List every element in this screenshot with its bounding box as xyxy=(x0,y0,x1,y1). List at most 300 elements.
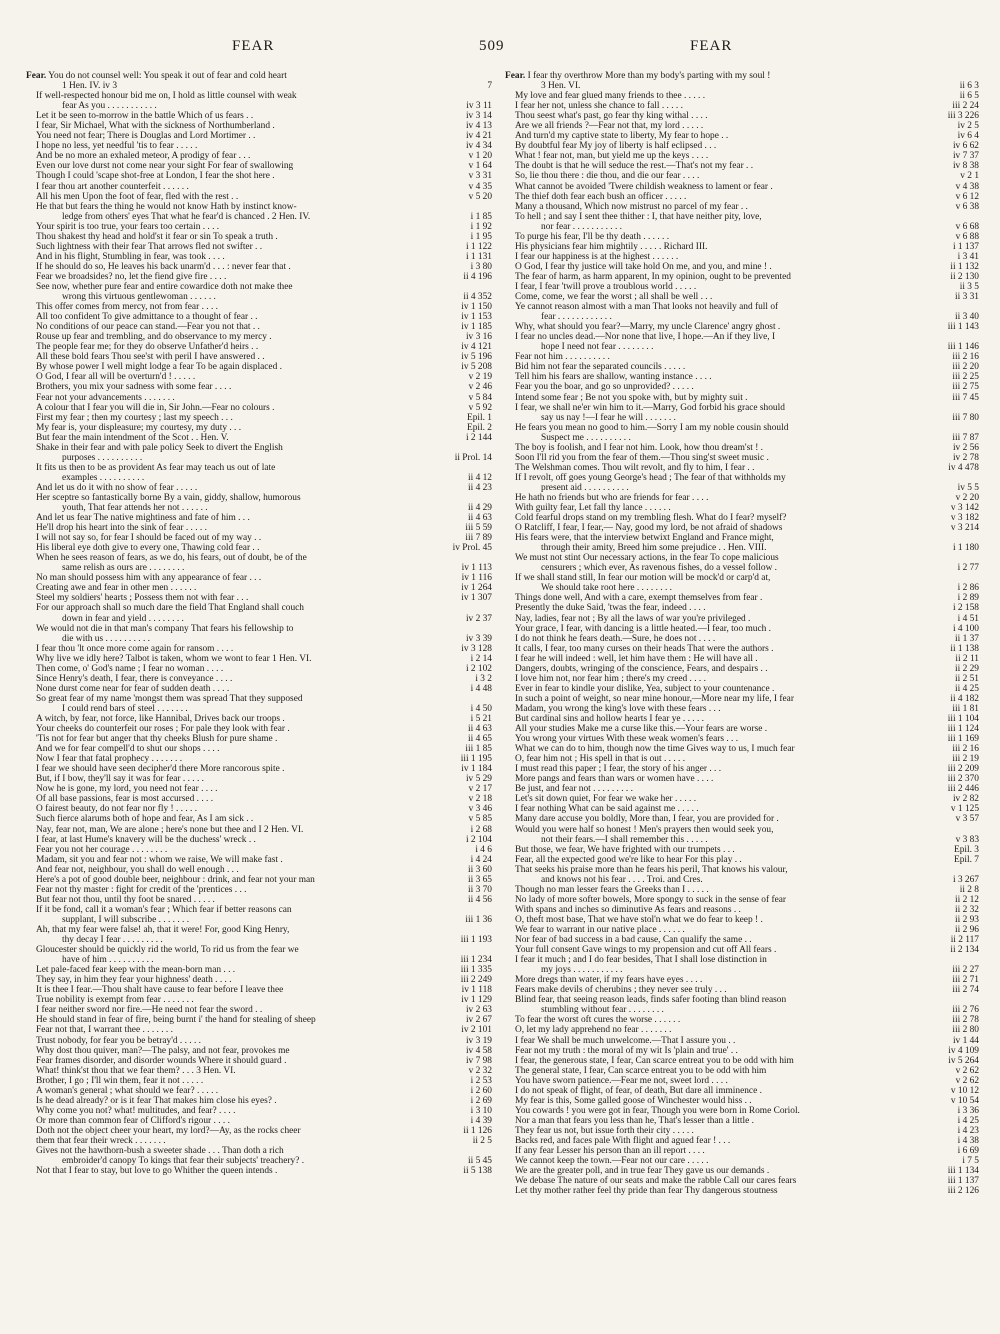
quotation-text: Why, what should you fear?—Marry, my uncle Clarence' angry ghost . xyxy=(515,322,781,333)
concordance-line xyxy=(505,624,979,634)
concordance-line xyxy=(26,71,492,81)
concordance-line xyxy=(505,714,979,724)
concordance-line xyxy=(505,533,979,543)
header-right-word: FEAR xyxy=(690,38,733,54)
quotation-text: But, if I bow, they'll say it was for fear . . . . . xyxy=(36,774,204,785)
concordance-line xyxy=(505,1066,979,1076)
quotation-text: Come, come, we fear the worst ; all shall be well . . . xyxy=(515,292,713,303)
quotation-text: Gives not the hawthorn-bush a sweeter shade . . . Than doth a rich xyxy=(36,1146,284,1157)
act-scene-reference: v 1 64 xyxy=(465,161,492,171)
concordance-line xyxy=(26,754,492,764)
concordance-line xyxy=(505,473,979,483)
quotation-text: 1 Hen. IV. iv 3 xyxy=(62,81,118,92)
act-scene-reference: iv 1 184 xyxy=(457,764,492,774)
act-scene-reference: iv 1 185 xyxy=(457,322,492,332)
quotation-text: I fear, we shall ne'er win him to it.—Marry, God forbid his grace should xyxy=(515,402,785,413)
concordance-line xyxy=(26,603,492,613)
concordance-line xyxy=(26,182,492,192)
act-scene-reference: i 2 158 xyxy=(949,603,979,613)
act-scene-reference: i 3 41 xyxy=(954,252,979,262)
concordance-line xyxy=(505,382,979,392)
act-scene-reference: ii 4 23 xyxy=(464,483,492,493)
quotation-text: Now I fear that fatal prophecy . . . . . . . xyxy=(36,754,183,765)
concordance-line xyxy=(26,332,492,342)
concordance-line xyxy=(505,312,979,322)
right-column xyxy=(505,71,979,1326)
act-scene-reference: iii 1 169 xyxy=(944,734,979,744)
concordance-line xyxy=(505,845,979,855)
quotation-text: But fear not thou, until thy foot be snared . . . . . xyxy=(36,894,215,905)
concordance-line xyxy=(505,583,979,593)
concordance-line xyxy=(26,1106,492,1116)
act-scene-reference: Epil. 7 xyxy=(950,855,979,865)
act-scene-reference: iii 1 193 xyxy=(457,935,492,945)
quotation-text: They say, in him they fear your highness' death . . . . xyxy=(36,975,232,986)
act-scene-reference: iii 1 36 xyxy=(461,915,492,925)
concordance-line xyxy=(26,553,492,563)
quotation-text: Let thy mother rather feel thy pride than fear Thy dangerous stoutness xyxy=(515,1186,778,1197)
act-scene-reference: iv 2 56 xyxy=(949,443,979,453)
act-scene-reference: v 6 38 xyxy=(952,202,979,212)
act-scene-reference: v 3 142 xyxy=(947,503,979,513)
quotation-text: present aid . . . . . . . . . . xyxy=(541,482,629,493)
quotation-text: What we can do to him, though now the time Gives way to us, I much fear xyxy=(515,744,795,755)
concordance-line xyxy=(26,1086,492,1096)
act-scene-reference: Epil. 2 xyxy=(463,423,492,433)
act-scene-reference: ii 2 96 xyxy=(951,925,979,935)
act-scene-reference: i 2 53 xyxy=(467,1076,492,1086)
act-scene-reference: i 2 104 xyxy=(462,835,492,845)
quotation-text: I do not speak of flight, of fear, of death, But dare all imminence . xyxy=(515,1085,762,1096)
act-scene-reference: v 4 38 xyxy=(952,182,979,192)
act-scene-reference: iv 7 98 xyxy=(462,1056,492,1066)
act-scene-reference: iii 7 87 xyxy=(948,433,979,443)
quotation-text: Even our love durst not come near your sight For fear of swallowing xyxy=(36,161,294,172)
quotation-text: Fear not your advancements . . . . . . . xyxy=(36,392,175,403)
quotation-text: Why live we idly here? Talbot is taken, whom we wont to fear 1 Hen. VI. xyxy=(36,653,312,664)
quotation-text: Nor a man that fears you less than he, That's lesser than a little . xyxy=(515,1115,754,1126)
quotation-text: Brother, I go ; I'll win them, fear it not . . . . . xyxy=(36,1075,204,1086)
act-scene-reference: iii 2 74 xyxy=(948,985,979,995)
act-scene-reference: ii 3 65 xyxy=(464,875,492,885)
act-scene-reference: v 2 20 xyxy=(952,493,979,503)
concordance-line xyxy=(26,965,492,975)
act-scene-reference: ii 6 5 xyxy=(956,91,979,101)
concordance-line xyxy=(505,131,979,141)
concordance-line xyxy=(26,483,492,493)
act-scene-reference: iv 4 58 xyxy=(462,1046,492,1056)
act-scene-reference: iii 1 81 xyxy=(948,704,979,714)
concordance-line xyxy=(505,784,979,794)
concordance-line xyxy=(505,674,979,684)
quotation-text: 3 Hen. VI. xyxy=(541,81,581,92)
concordance-line xyxy=(26,513,492,523)
quotation-text: Though no man lesser fears the Greeks than I . . . . . xyxy=(515,884,709,895)
act-scene-reference: iii 1 143 xyxy=(944,322,979,332)
page-number: 509 xyxy=(479,38,505,54)
quotation-text: Tell him his fears are shallow, wanting instance . . . . xyxy=(515,372,712,383)
act-scene-reference: i 4 24 xyxy=(467,855,492,865)
concordance-line xyxy=(505,634,979,644)
concordance-line xyxy=(26,1096,492,1106)
act-scene-reference: iv 3 128 xyxy=(457,644,492,654)
act-scene-reference: i 3 10 xyxy=(467,1106,492,1116)
quotation-text: So, lie thou there : die thou, and die our fear . . . . xyxy=(515,171,700,182)
concordance-line xyxy=(505,71,979,81)
concordance-line xyxy=(26,1166,492,1176)
quotation-text: censurers ; which ever, As ravenous fishes, do a vessel follow . xyxy=(541,563,778,574)
act-scene-reference: iv 3 39 xyxy=(462,634,492,644)
act-scene-reference: iii 1 137 xyxy=(944,1176,979,1186)
concordance-line xyxy=(505,262,979,272)
act-scene-reference: iv 3 19 xyxy=(462,1036,492,1046)
act-scene-reference: iv 2 67 xyxy=(462,1015,492,1025)
act-scene-reference: iv 1 113 xyxy=(458,563,492,573)
quotation-text: Why dost thou quiver, man?—The palsy, and not fear, provokes me xyxy=(36,1045,290,1056)
concordance-line xyxy=(26,1136,492,1146)
concordance-line xyxy=(505,192,979,202)
concordance-line xyxy=(505,463,979,473)
concordance-line xyxy=(505,483,979,493)
concordance-line xyxy=(505,965,979,975)
quotation-text: My love and fear glued many friends to thee . . . . . xyxy=(515,91,706,102)
act-scene-reference: iii 2 75 xyxy=(948,382,979,392)
act-scene-reference: v 5 85 xyxy=(465,814,492,824)
act-scene-reference: iii 2 446 xyxy=(944,784,979,794)
concordance-line xyxy=(26,202,492,212)
act-scene-reference: i 2 69 xyxy=(467,1096,492,1106)
concordance-line xyxy=(505,111,979,121)
quotation-text: die with us . . . . . . . . . . xyxy=(62,633,151,644)
act-scene-reference: i 4 100 xyxy=(949,624,979,634)
concordance-line xyxy=(505,764,979,774)
concordance-line xyxy=(26,764,492,774)
act-scene-reference: iii 2 19 xyxy=(948,754,979,764)
concordance-line xyxy=(26,101,492,111)
act-scene-reference: iii 1 335 xyxy=(457,965,492,975)
act-scene-reference: Epil. 1 xyxy=(463,413,492,423)
quotation-text: The general state, I fear, Can scarce entreat you to be odd with him xyxy=(515,1065,767,1076)
quotation-text: Be just, and fear not . . . . . . . . . xyxy=(515,784,633,795)
concordance-line xyxy=(505,272,979,282)
quotation-text: Shake in their fear and with pale policy Seek to divert the English xyxy=(36,442,283,453)
act-scene-reference: i 2 14 xyxy=(467,654,492,664)
act-scene-reference: iv 2 78 xyxy=(949,453,979,463)
concordance-line xyxy=(26,614,492,624)
act-scene-reference: i 2 68 xyxy=(467,825,492,835)
quotation-text: It fits us then to be as provident As fear may teach us out of late xyxy=(36,462,276,473)
act-scene-reference: i 3 267 xyxy=(949,875,979,885)
concordance-line xyxy=(505,523,979,533)
concordance-line xyxy=(26,674,492,684)
concordance-line xyxy=(26,734,492,744)
quotation-text: We would not die in that man's company That fears his fellowship to xyxy=(36,623,294,634)
act-scene-reference: iii 5 59 xyxy=(461,523,492,533)
act-scene-reference: i 4 48 xyxy=(467,684,492,694)
concordance-line xyxy=(26,473,492,483)
act-scene-reference: iii 2 27 xyxy=(948,965,979,975)
concordance-line xyxy=(505,141,979,151)
quotation-text: my joys . . . . . . . . . . . xyxy=(541,965,623,976)
quotation-text: But cardinal sins and hollow hearts I fear ye . . . . . xyxy=(515,714,705,724)
act-scene-reference: iii 2 76 xyxy=(948,1005,979,1015)
quotation-text: Thou shakest thy head and hold'st it fear or sin To speak a truth . xyxy=(36,231,278,242)
quotation-text: ledge from others' eyes That what he fear'd is chanced . 2 Hen. IV. xyxy=(62,211,311,222)
concordance-line xyxy=(505,413,979,423)
concordance-line xyxy=(505,684,979,694)
act-scene-reference: v 3 214 xyxy=(947,523,979,533)
quotation-text: examples . . . . . . . . . . xyxy=(62,472,145,483)
concordance-line xyxy=(505,744,979,754)
concordance-line xyxy=(505,121,979,131)
act-scene-reference: ii 4 63 xyxy=(464,513,492,523)
quotation-text: See now, whether pure fear and entire cowardice doth not make thee xyxy=(36,281,293,292)
quotation-text: Would you were half so honest ! Men's prayers then would seek you, xyxy=(515,824,774,835)
quotation-text: It calls, I fear, too many curses on their heads That were the authors . xyxy=(515,643,774,654)
concordance-line xyxy=(505,433,979,443)
concordance-line xyxy=(26,714,492,724)
act-scene-reference: iv Prol. 45 xyxy=(449,543,492,553)
concordance-line xyxy=(505,1126,979,1136)
concordance-line xyxy=(26,935,492,945)
concordance-line xyxy=(505,322,979,332)
concordance-line xyxy=(505,975,979,985)
act-scene-reference: ii 3 60 xyxy=(464,865,492,875)
quotation-text: With spans and inches so diminutive As fears and reasons . . xyxy=(515,904,741,915)
act-scene-reference: v 3 83 xyxy=(952,835,979,845)
concordance-line xyxy=(26,342,492,352)
quotation-text: But those, we fear, We have frighted with our trumpets . . . xyxy=(515,844,735,855)
concordance-line xyxy=(26,895,492,905)
quotation-text: Nay, fear not, man, We are alone ; here's none but thee and I 2 Hen. VI. xyxy=(36,824,304,835)
quotation-text: And let us do it with no show of fear . . . . . xyxy=(36,482,198,493)
quotation-text: through their amity, Breed him some prejudice . . Hen. VIII. xyxy=(541,543,767,554)
concordance-line xyxy=(505,393,979,403)
quotation-text: I fear neither sword nor fire.—He need not fear the sword . . xyxy=(36,1005,263,1016)
concordance-line xyxy=(505,754,979,764)
act-scene-reference: i 2 60 xyxy=(467,1086,492,1096)
concordance-line xyxy=(505,171,979,181)
concordance-line xyxy=(26,885,492,895)
concordance-line xyxy=(505,1156,979,1166)
act-scene-reference: iii 2 20 xyxy=(948,362,979,372)
quotation-text: and knows not his fear . . . . Troi. and Cres. xyxy=(541,874,703,885)
quotation-text: When he sees reason of fears, as we do, his fears, out of doubt, be of the xyxy=(36,553,307,564)
concordance-line xyxy=(26,503,492,513)
quotation-text: He hath no friends but who are friends for fear . . . . xyxy=(515,492,709,503)
act-scene-reference: iii 2 126 xyxy=(944,1186,979,1196)
concordance-line xyxy=(26,423,492,433)
concordance-line xyxy=(505,292,979,302)
quotation-text: Fear not thy master : fight for credit of the 'prentices . . . xyxy=(36,884,247,895)
act-scene-reference: v 3 31 xyxy=(465,171,492,181)
act-scene-reference: i 1 137 xyxy=(949,242,979,252)
act-scene-reference: i 1 180 xyxy=(949,543,979,553)
concordance-line xyxy=(26,121,492,131)
act-scene-reference: i 2 89 xyxy=(954,593,979,603)
concordance-line xyxy=(26,312,492,322)
act-scene-reference: iii 2 71 xyxy=(948,975,979,985)
act-scene-reference: iv 5 29 xyxy=(462,774,492,784)
concordance-line xyxy=(505,895,979,905)
quotation-text: With guilty fear, Let fall thy lance . . . . . . xyxy=(515,503,671,514)
quotation-text: But fear the main intendment of the Scot . . Hen. V. xyxy=(36,432,229,443)
concordance-line xyxy=(26,624,492,634)
act-scene-reference: iv 7 37 xyxy=(949,151,979,161)
concordance-line xyxy=(505,222,979,232)
quotation-text: And let us fear The native mightiness and fate of him . . . xyxy=(36,513,250,524)
quotation-text: All these bold fears Thou see'st with peril I have answered . . xyxy=(36,352,265,363)
act-scene-reference: ii 4 29 xyxy=(464,503,492,513)
act-scene-reference: iv 1 116 xyxy=(458,573,492,583)
quotation-text: To purge his fear, I'll be thy death . . . . . . xyxy=(515,231,670,242)
concordance-line xyxy=(26,1015,492,1025)
act-scene-reference: ii 3 31 xyxy=(951,292,979,302)
act-scene-reference: iii 2 24 xyxy=(948,101,979,111)
act-scene-reference: i 3 2 xyxy=(471,674,492,684)
quotation-text: If well-respected honour bid me on, I hold as little counsel with weak xyxy=(36,91,297,102)
act-scene-reference: ii 2 5 xyxy=(469,1136,492,1146)
quotation-text: Let it be seen to-morrow in the battle Which of us fears . . xyxy=(36,111,254,122)
concordance-line xyxy=(505,232,979,242)
concordance-line xyxy=(26,875,492,885)
act-scene-reference: ii 4 65 xyxy=(464,734,492,744)
concordance-line xyxy=(26,1046,492,1056)
quotation-text: The thief doth fear each bush an officer . . . . . xyxy=(515,191,687,202)
act-scene-reference: ii 1 37 xyxy=(951,634,979,644)
quotation-text: Now he is gone, my lord, you need not fear . . . . xyxy=(36,784,218,795)
act-scene-reference: i 4 6 xyxy=(471,845,492,855)
concordance-line xyxy=(505,603,979,613)
act-scene-reference: iv 8 38 xyxy=(949,161,979,171)
quotation-text: Your full consent Gave wings to my propension and cut off All fears . xyxy=(515,945,777,956)
quotation-text: They fear us not, but issue forth their city . . . . . xyxy=(515,1125,694,1136)
act-scene-reference: v 1 20 xyxy=(465,151,492,161)
act-scene-reference: iii 7 45 xyxy=(948,393,979,403)
concordance-line xyxy=(26,91,492,101)
act-scene-reference: i 1 92 xyxy=(467,222,492,232)
concordance-line xyxy=(505,794,979,804)
concordance-line xyxy=(505,563,979,573)
act-scene-reference: i 1 85 xyxy=(467,212,492,222)
quotation-text: For our approach shall so much dare the field That England shall couch xyxy=(36,603,304,614)
act-scene-reference: i 2 86 xyxy=(954,583,979,593)
concordance-line xyxy=(26,141,492,151)
quotation-text: Fear. I fear thy overthrow More than my body's parting with my soul ! xyxy=(505,71,771,81)
concordance-line xyxy=(505,151,979,161)
act-scene-reference: ii 2 134 xyxy=(946,945,979,955)
act-scene-reference: v 5 20 xyxy=(465,192,492,202)
act-scene-reference: iii 2 370 xyxy=(944,774,979,784)
quotation-text: Many dare accuse you boldly, More than, I fear, you are provided for . xyxy=(515,814,779,825)
concordance-line xyxy=(26,634,492,644)
quotation-text: Suspect me . . . . . . . . . . xyxy=(541,432,631,443)
quotation-text: Intend some fear ; Be not you spoke with, but by mighty suit . xyxy=(515,392,748,403)
quotation-text: True nobility is exempt from fear . . . . . . . xyxy=(36,995,194,1006)
act-scene-reference: v 2 32 xyxy=(465,1066,492,1076)
concordance-line xyxy=(26,533,492,543)
act-scene-reference: iii 2 16 xyxy=(948,352,979,362)
concordance-line xyxy=(26,644,492,654)
concordance-line xyxy=(26,443,492,453)
quotation-text: He'll drop his heart into the sink of fear . . . . . xyxy=(36,523,207,534)
concordance-line xyxy=(505,161,979,171)
act-scene-reference: ii 2 130 xyxy=(946,272,979,282)
quotation-text: Fear frames disorder, and disorder wounds Where it should guard . xyxy=(36,1055,287,1066)
quotation-text: I could rend bars of steel . . . . . . . xyxy=(62,703,188,714)
concordance-line xyxy=(26,985,492,995)
concordance-line xyxy=(26,865,492,875)
quotation-text: I love him not, nor fear him ; there's my creed . . . . xyxy=(515,673,706,684)
concordance-line xyxy=(505,352,979,362)
quotation-text: A woman's general ; what should we fear? . . . . . xyxy=(36,1085,219,1096)
act-scene-reference: ii 4 63 xyxy=(464,724,492,734)
quotation-text: Fear. You do not counsel well: You speak it out of fear and cold heart xyxy=(26,71,287,81)
concordance-line xyxy=(505,1106,979,1116)
quotation-text: Backs red, and faces pale With flight and agued fear ! . . . xyxy=(515,1135,731,1146)
quotation-text: By whose power I well might lodge a fear To be again displaced . xyxy=(36,362,282,373)
quotation-text: Ye cannot reason almost with a man That looks not heavily and full of xyxy=(515,302,779,313)
act-scene-reference: v 5 92 xyxy=(465,403,492,413)
act-scene-reference: i 1 95 xyxy=(467,232,492,242)
quotation-text: I fear our happiness is at the highest . . . . . . xyxy=(515,251,679,262)
quotation-text: Fear you not her courage . . . . . . . . xyxy=(36,844,168,855)
act-scene-reference: v 6 68 xyxy=(952,222,979,232)
quotation-text: Dangers, doubts, wringing of the conscience, Fears, and despairs . . xyxy=(515,663,768,674)
quotation-text: You need not fear; There is Douglas and Lord Mortimer . . xyxy=(36,131,256,142)
act-scene-reference: iii 1 104 xyxy=(944,714,979,724)
quotation-text: Nay, ladies, fear not ; By all the laws of war you're privileged . xyxy=(515,613,751,624)
concordance-line xyxy=(26,684,492,694)
quotation-text: This offer comes from mercy, not from fear . . . . xyxy=(36,302,218,313)
act-scene-reference: iv 6 4 xyxy=(954,131,979,141)
concordance-line xyxy=(26,1025,492,1035)
act-scene-reference: i 1 131 xyxy=(462,252,492,262)
act-scene-reference: ii 2 117 xyxy=(947,935,979,945)
act-scene-reference: iii 2 209 xyxy=(944,764,979,774)
quotation-text: By doubtful fear My joy of liberty is half eclipsed . . . xyxy=(515,141,717,152)
quotation-text: I fear no uncles dead.—Nor none that live, I hope.—An if they live, I xyxy=(515,332,776,343)
concordance-line xyxy=(26,1116,492,1126)
quotation-text: Is he dead already? or is it fear That makes him close his eyes? . xyxy=(36,1095,277,1106)
quotation-text: Let's sit down quiet, For fear we wake her . . . . . xyxy=(515,794,697,805)
quotation-text: All his men Upon the foot of fear, fled with the rest . . xyxy=(36,191,239,202)
act-scene-reference: v 6 12 xyxy=(952,192,979,202)
quotation-text: Cold fearful drops stand on my trembling flesh. What do I fear? myself? xyxy=(515,513,787,524)
concordance-line xyxy=(505,1025,979,1035)
quotation-text: And fear not, neighbour, you shall do well enough . . . xyxy=(36,864,239,875)
concordance-line xyxy=(26,131,492,141)
quotation-text: hope I need not fear . . . . . . . . xyxy=(541,342,654,353)
quotation-text: Blind fear, that seeing reason leads, finds safer footing than blind reason xyxy=(515,995,787,1006)
act-scene-reference: v 2 1 xyxy=(956,171,979,181)
act-scene-reference: iv 6 62 xyxy=(949,141,979,151)
act-scene-reference: ii 2 51 xyxy=(951,674,979,684)
concordance-line xyxy=(505,1096,979,1106)
act-scene-reference: i 2 102 xyxy=(462,664,492,674)
quotation-text: Fear not my truth : the moral of my wit Is 'plain and true' . . xyxy=(515,1045,738,1056)
concordance-line xyxy=(505,804,979,814)
act-scene-reference: iv 3 14 xyxy=(462,111,492,121)
act-scene-reference: iv 4 121 xyxy=(457,342,492,352)
concordance-line xyxy=(505,81,979,91)
concordance-line xyxy=(505,1166,979,1176)
quotation-text: We fear to warrant in our native place . . . . . . xyxy=(515,924,685,935)
act-scene-reference: v 3 46 xyxy=(465,804,492,814)
concordance-line xyxy=(26,543,492,553)
concordance-line xyxy=(505,835,979,845)
concordance-line xyxy=(26,855,492,865)
